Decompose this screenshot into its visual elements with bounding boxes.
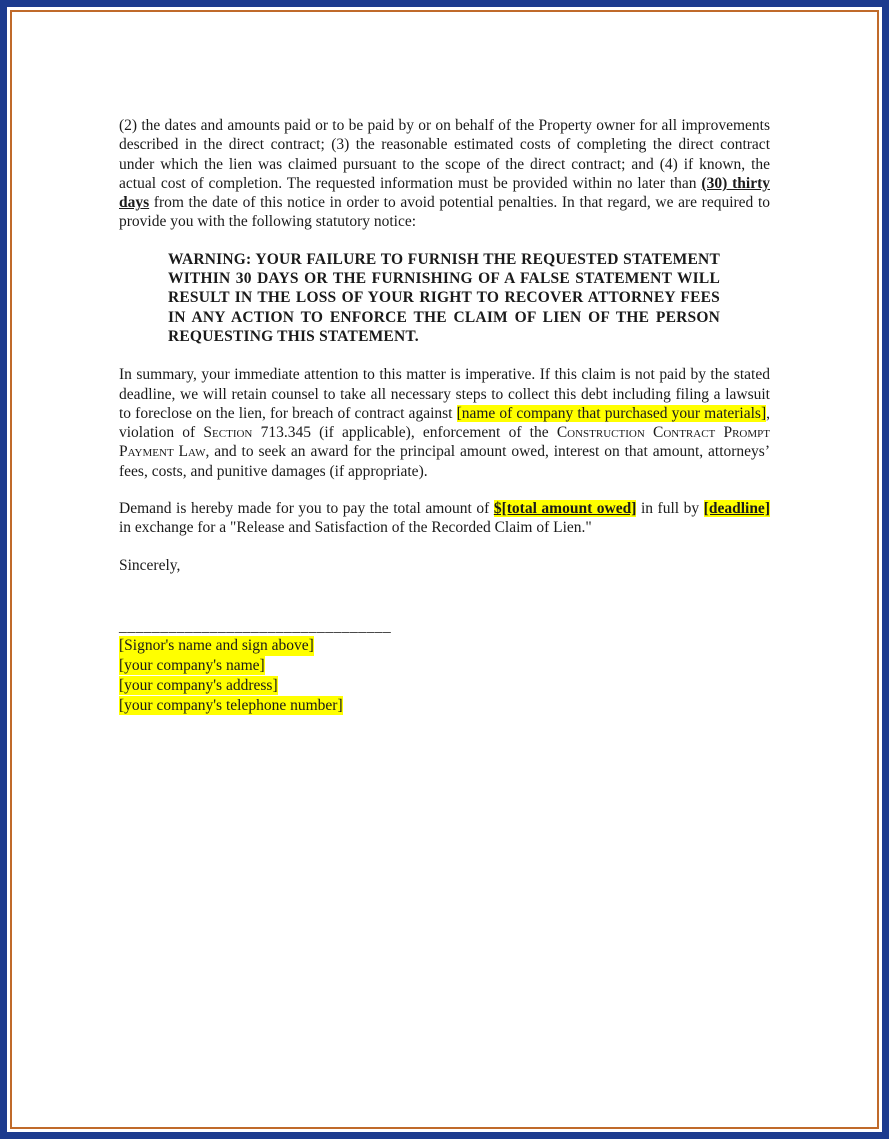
summary-text-4: , and to seek an award for the principal amount owed, interest on that amount, attorneys’ fees, costs, and punitive damages (if appropriate). <box>119 443 770 480</box>
company-name-placeholder: [name of company that purchased your materials] <box>456 404 767 422</box>
company-address-field: [your company's address] <box>119 676 278 694</box>
paragraph-demand <box>119 499 770 538</box>
summary-text-2: , violation of <box>119 404 770 442</box>
paragraph-requested-information <box>119 116 770 232</box>
company-name-field: [your company's name] <box>119 657 265 675</box>
inner-frame <box>10 10 879 1129</box>
summary-text-3: 713.345 (if applicable), enforcement of the <box>252 424 557 442</box>
total-amount-owed-placeholder: $[total amount owed] <box>493 500 637 518</box>
statutory-warning-paragraph: WARNING: YOUR FAILURE TO FURNISH THE REQUESTED STATEMENT WITHIN 30 DAYS OR THE FURNISHING OF A FALSE STATEMENT WILL RESULT IN THE LOSS OF YOUR RIGHT TO RECOVER ATTORNEY FEES IN ANY ACTION TO ENFORCE THE CLAIM OF LIEN OF THE PERSON REQUESTING THIS STATEMENT. <box>168 250 720 345</box>
thirty-days-emphasis: (30) thirty days <box>119 174 770 212</box>
prompt-payment-law-reference: Construction Contract Prompt Payment Law <box>119 424 770 461</box>
demand-text-1: Demand is hereby made for you to pay the total amount of <box>119 500 494 518</box>
signor-name-field: [Signor's name and sign above] <box>119 637 314 655</box>
closing-salutation: Sincerely, <box>119 556 181 574</box>
paragraph-intro-text: (2) the dates and amounts paid or to be paid by or on behalf of the Property owner for all improvements described in the direct contract; (3) the reasonable estimated costs of completing the direct contract under which the lien was claimed pursuant to the scope of the direct contract; and (4) if known, the actual cost of completion. The requested information must be provided within no later than <box>119 117 770 192</box>
deadline-placeholder: [deadline] <box>703 500 770 518</box>
demand-text-2: in full by <box>636 500 704 518</box>
demand-text-3: in exchange for a "Release and Satisfaction of the Recorded Claim of Lien." <box>119 519 592 537</box>
summary-text-1: In summary, your immediate attention to this matter is imperative. If this claim is not paid by the stated deadline, we will retain counsel to take all necessary steps to collect this debt including filing a lawsuit to foreclose on the lien, for breach of contract against <box>119 366 770 422</box>
paragraph-intro-continuation: from the date of this notice in order to avoid potential penalties. In that regard, we are required to provide you with the following statutory notice: <box>119 194 770 231</box>
signature-block <box>119 617 770 715</box>
section-reference: Section <box>203 424 253 442</box>
company-telephone-field: [your company's telephone number] <box>119 696 343 714</box>
signature-line: _________________________________ <box>119 617 392 635</box>
document-body <box>12 12 877 715</box>
paragraph-summary <box>119 365 770 481</box>
